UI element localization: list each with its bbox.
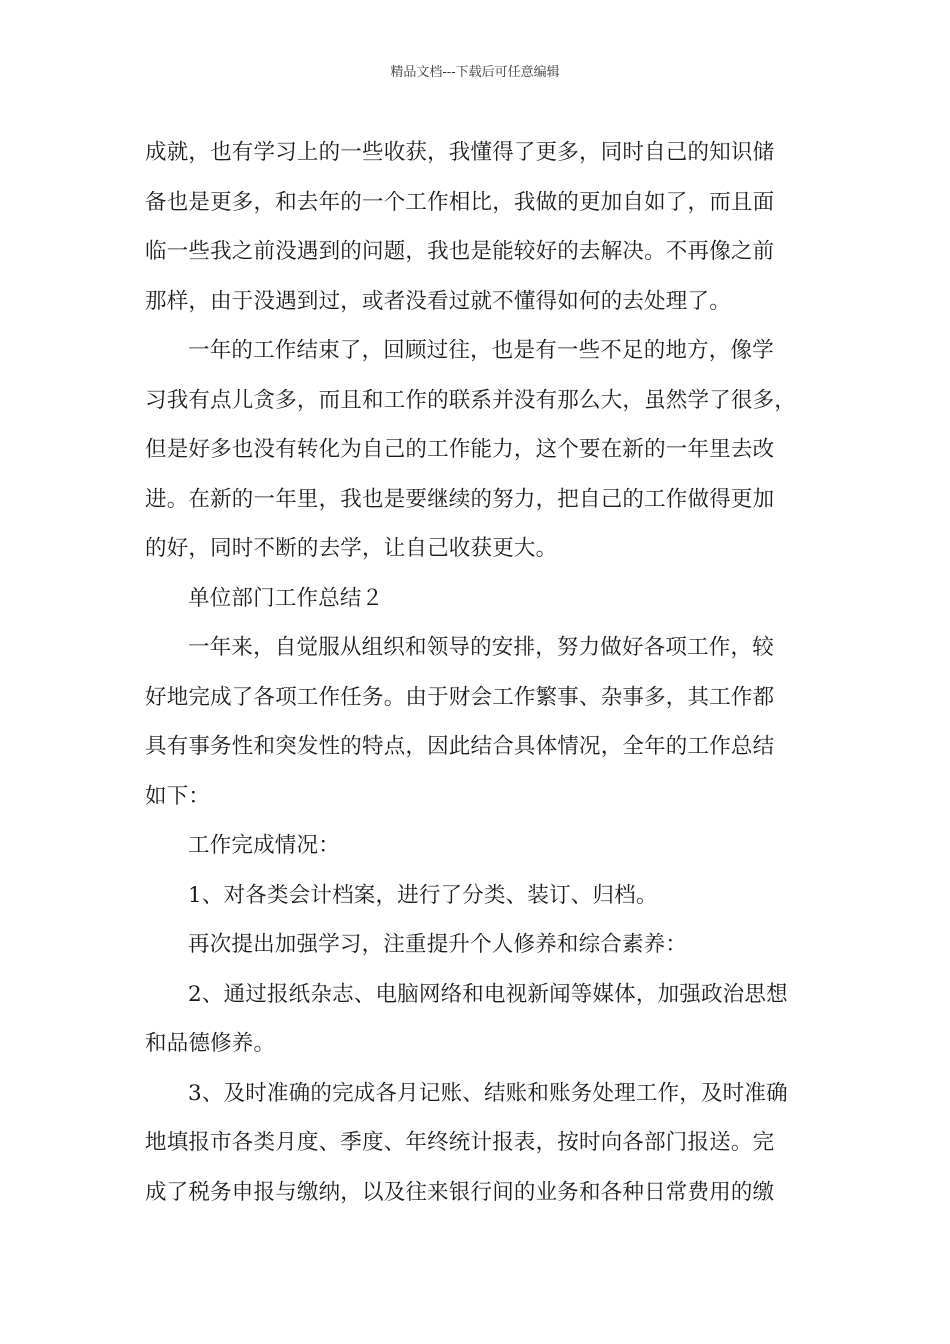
text-line: 地填报市各类月度、季度、年终统计报表，按时向各部门报送。完 (145, 1130, 775, 1155)
paragraph-start-line: 一年的工作结束了，回顾过往，也是有一些不足的地方，像学 (188, 338, 774, 363)
text-line: 成就，也有学习上的一些收获，我懂得了更多，同时自己的知识储 (145, 140, 775, 165)
paragraph-start-line: 再次提出加强学习，注重提升个人修养和综合素养： (188, 932, 688, 957)
text-line: 和品德修养。 (145, 1031, 276, 1056)
text-line: 习我有点儿贪多，而且和工作的联系并没有那么大，虽然学了很多， (145, 387, 797, 413)
document-body (145, 128, 807, 1217)
text-line: 备也是更多，和去年的一个工作相比，我做的更加自如了，而且面 (145, 189, 775, 215)
text-line: 具有事务性和突发性的特点，因此结合具体情况，全年的工作总结 (145, 734, 775, 759)
paragraph-start-line: 一年来，自觉服从组织和领导的安排，努力做好各项工作，较 (188, 635, 774, 660)
text-line: 进。在新的一年里，我也是要继续的努力，把自己的工作做得更加 (145, 486, 775, 512)
text-line: 那样，由于没遇到过，或者没看过就不懂得如何的去处理了。 (145, 288, 731, 314)
text-line: 临一些我之前没遇到的问题，我也是能较好的去解决。不再像之前 (145, 239, 775, 264)
list-item-line: 3、及时准确的完成各月记账、结账和账务处理工作，及时准确 (188, 1080, 788, 1106)
text-line: 的好，同时不断的去学，让自己收获更大。 (145, 536, 558, 561)
text-line: 成了税务申报与缴纳，以及往来银行间的业务和各种日常费用的缴 (145, 1179, 775, 1205)
list-item-line: 2、通过报纸杂志、电脑网络和电视新闻等媒体，加强政治思想 (188, 981, 788, 1007)
text-line: 好地完成了各项工作任务。由于财会工作繁事、杂事多，其工作都 (145, 684, 775, 710)
subheading-line: 工作完成情况： (188, 833, 340, 858)
page-header: 精品文档---下载后可任意编辑 (390, 65, 560, 80)
text-line: 但是好多也没有转化为自己的工作能力，这个要在新的一年里去改 (145, 437, 775, 462)
text-line: 如下： (145, 783, 211, 809)
list-item-line: 1、对各类会计档案，进行了分类、装订、归档。 (188, 882, 658, 908)
section-heading: 单位部门工作总结２ (188, 585, 384, 611)
